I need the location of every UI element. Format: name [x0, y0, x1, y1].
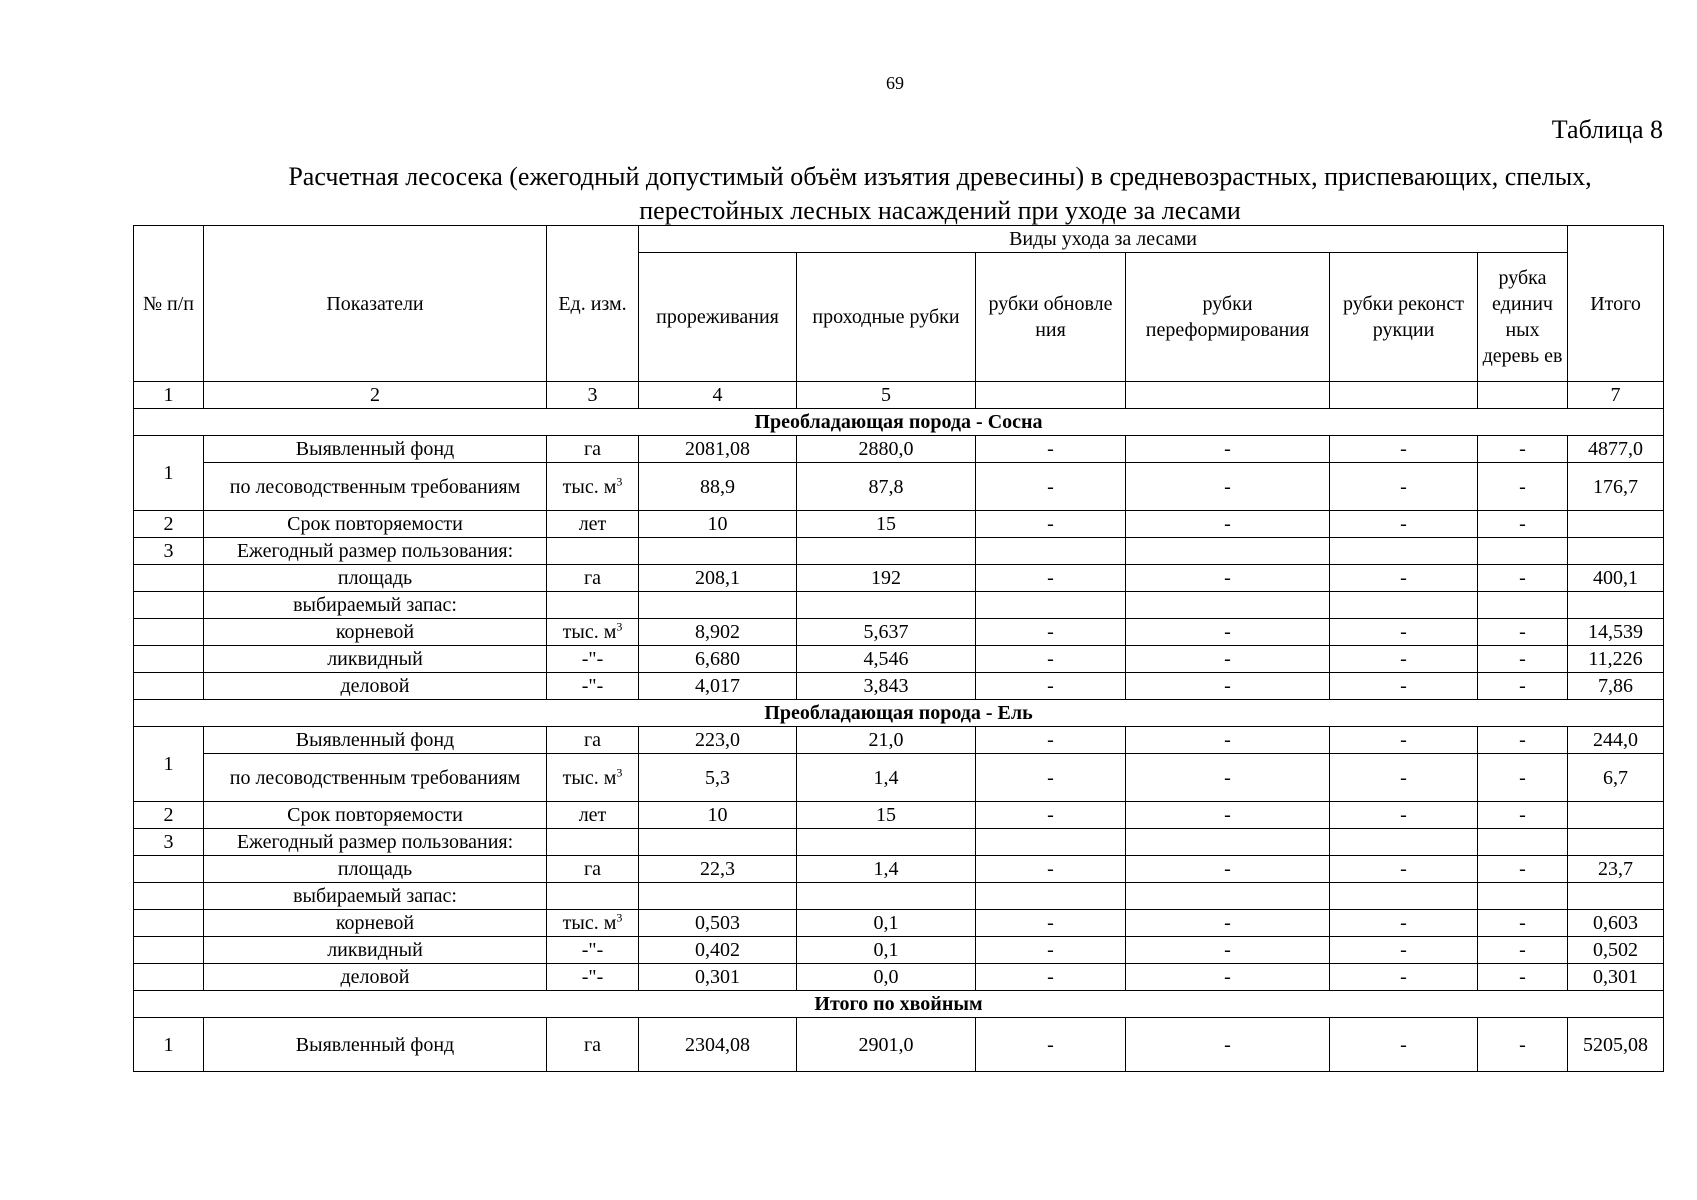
row-number: 2 [134, 802, 204, 829]
value-cell: - [1330, 910, 1478, 937]
unit-text: га [583, 858, 602, 880]
row-unit [547, 511, 639, 538]
value-cell [976, 538, 1126, 565]
row-unit [547, 754, 639, 802]
unit-text: -"- [581, 939, 604, 961]
total-cell: 23,7 [1568, 856, 1664, 883]
value-cell: - [1330, 463, 1478, 511]
row-label: по лесоводственным требованиям [204, 463, 547, 511]
value-cell: - [1330, 937, 1478, 964]
table-row [134, 463, 1664, 511]
row-label: выбираемый запас: [204, 592, 547, 619]
table-row [134, 619, 1664, 646]
value-cell: - [1126, 673, 1330, 700]
section-title: Преобладающая порода - Ель [134, 700, 1664, 727]
cubic-superscript: 3 [616, 764, 623, 779]
value-cell: 4,546 [797, 646, 976, 673]
value-cell: - [1330, 1018, 1478, 1072]
value-cell [1330, 829, 1478, 856]
value-cell: - [976, 646, 1126, 673]
value-cell: - [1126, 1018, 1330, 1072]
header-col-renewal-cuts: рубки обновле ния [976, 253, 1126, 382]
header-indicators: Показатели [204, 226, 547, 382]
value-cell: - [1330, 856, 1478, 883]
value-cell [1478, 538, 1568, 565]
table-title: Расчетная лесосека (ежегодный допустимый объём изъятия древесины) в средневозрастных, приспевающих, спелых, перестойных лесных насаждений при уходе за лесами [288, 162, 1592, 225]
row-unit [547, 883, 639, 910]
value-cell: 8,902 [639, 619, 797, 646]
value-cell [1126, 829, 1330, 856]
value-cell: 10 [639, 511, 797, 538]
value-cell: 223,0 [639, 727, 797, 754]
col-number: 1 [134, 382, 204, 409]
value-cell: - [1478, 673, 1568, 700]
table-row [134, 1018, 1664, 1072]
row-number [134, 937, 204, 964]
value-cell: 2304,08 [639, 1018, 797, 1072]
row-number: 3 [134, 829, 204, 856]
value-cell: - [1478, 619, 1568, 646]
row-number [134, 883, 204, 910]
total-cell: 6,7 [1568, 754, 1664, 802]
value-cell: - [1478, 646, 1568, 673]
value-cell [976, 883, 1126, 910]
value-cell: - [1126, 511, 1330, 538]
value-cell: - [1478, 937, 1568, 964]
table-row [134, 910, 1664, 937]
header-col-single-tree-cuts: рубка единич ных деревь ев [1478, 253, 1568, 382]
total-cell: 400,1 [1568, 565, 1664, 592]
col-number: 4 [639, 382, 797, 409]
row-number: 1 [134, 1018, 204, 1072]
header-col-thinning: прореживания [639, 253, 797, 382]
unit-text: га [583, 1033, 602, 1056]
value-cell: - [1330, 754, 1478, 802]
row-unit [547, 619, 639, 646]
value-cell: 1,4 [797, 754, 976, 802]
unit-text: -"- [581, 966, 604, 988]
section-header-row [134, 700, 1664, 727]
total-cell [1568, 538, 1664, 565]
value-cell: - [1330, 565, 1478, 592]
row-unit [547, 937, 639, 964]
data-table [133, 225, 1664, 1072]
value-cell [639, 538, 797, 565]
value-cell: - [1126, 646, 1330, 673]
row-label: корневой [204, 910, 547, 937]
value-cell [797, 592, 976, 619]
row-number [134, 646, 204, 673]
total-cell: 244,0 [1568, 727, 1664, 754]
row-unit [547, 802, 639, 829]
value-cell: - [976, 436, 1126, 463]
unit-text: -"- [581, 648, 604, 670]
value-cell: - [1478, 1018, 1568, 1072]
row-number [134, 964, 204, 991]
table-row [134, 937, 1664, 964]
col-number [1126, 382, 1330, 409]
value-cell: - [1478, 436, 1568, 463]
value-cell: - [1330, 619, 1478, 646]
row-unit [547, 646, 639, 673]
row-label: ликвидный [204, 646, 547, 673]
value-cell: 0,301 [639, 964, 797, 991]
row-number [134, 592, 204, 619]
value-cell: - [1478, 511, 1568, 538]
row-unit [547, 463, 639, 511]
value-cell [1330, 538, 1478, 565]
table-label: Таблица 8 [1551, 115, 1663, 144]
value-cell: - [1330, 727, 1478, 754]
value-cell: - [1126, 856, 1330, 883]
unit-text: тыс. м [562, 912, 617, 934]
total-cell: 4877,0 [1568, 436, 1664, 463]
total-cell: 0,301 [1568, 964, 1664, 991]
total-cell [1568, 802, 1664, 829]
value-cell: - [1478, 727, 1568, 754]
total-cell: 7,86 [1568, 673, 1664, 700]
unit-text: тыс. м [562, 475, 617, 498]
value-cell: - [976, 463, 1126, 511]
value-cell: - [1330, 436, 1478, 463]
table-row [134, 592, 1664, 619]
value-cell [1126, 538, 1330, 565]
row-label: Срок повторяемости [204, 511, 547, 538]
value-cell [976, 829, 1126, 856]
row-label: Срок повторяемости [204, 802, 547, 829]
row-unit [547, 910, 639, 937]
unit-text: га [583, 567, 602, 589]
total-cell [1568, 592, 1664, 619]
value-cell [797, 829, 976, 856]
value-cell: 2901,0 [797, 1018, 976, 1072]
row-label: по лесоводственным требованиям [204, 754, 547, 802]
unit-text: -"- [581, 675, 604, 697]
value-cell: 15 [797, 802, 976, 829]
value-cell: 6,680 [639, 646, 797, 673]
unit-text: тыс. м [562, 766, 617, 789]
value-cell: 15 [797, 511, 976, 538]
value-cell: 2880,0 [797, 436, 976, 463]
value-cell: 4,017 [639, 673, 797, 700]
row-unit [547, 829, 639, 856]
value-cell: - [1478, 802, 1568, 829]
value-cell [639, 883, 797, 910]
table-row [134, 883, 1664, 910]
value-cell: - [976, 964, 1126, 991]
value-cell [1478, 829, 1568, 856]
table-row [134, 673, 1664, 700]
value-cell: - [976, 937, 1126, 964]
table-row [134, 565, 1664, 592]
value-cell: 87,8 [797, 463, 976, 511]
row-label: выбираемый запас: [204, 883, 547, 910]
table-row [134, 856, 1664, 883]
value-cell: 0,503 [639, 910, 797, 937]
value-cell: 0,402 [639, 937, 797, 964]
total-cell: 5205,08 [1568, 1018, 1664, 1072]
value-cell: - [1126, 436, 1330, 463]
value-cell: - [976, 802, 1126, 829]
row-unit [547, 1018, 639, 1072]
value-cell: - [1126, 727, 1330, 754]
total-cell: 176,7 [1568, 463, 1664, 511]
row-label: корневой [204, 619, 547, 646]
row-label: Выявленный фонд [204, 1018, 547, 1072]
value-cell: - [1126, 463, 1330, 511]
unit-text: га [583, 438, 602, 460]
value-cell: 0,0 [797, 964, 976, 991]
value-cell: - [1126, 937, 1330, 964]
header-col-reconstruction-cuts: рубки реконст рукции [1330, 253, 1478, 382]
value-cell: 21,0 [797, 727, 976, 754]
row-unit [547, 565, 639, 592]
row-number [134, 565, 204, 592]
value-cell: - [1126, 964, 1330, 991]
table-row [134, 829, 1664, 856]
value-cell [1478, 883, 1568, 910]
table-row [134, 511, 1664, 538]
value-cell: - [976, 727, 1126, 754]
unit-text: лет [578, 513, 607, 535]
header-num: № п/п [134, 226, 204, 382]
row-label: Ежегодный размер пользования: [204, 829, 547, 856]
col-number: 2 [204, 382, 547, 409]
table-row [134, 538, 1664, 565]
row-label: Выявленный фонд [204, 727, 547, 754]
value-cell: - [976, 511, 1126, 538]
value-cell: - [1330, 802, 1478, 829]
row-number [134, 619, 204, 646]
value-cell: 1,4 [797, 856, 976, 883]
value-cell: 5,3 [639, 754, 797, 802]
value-cell [1330, 883, 1478, 910]
row-unit [547, 964, 639, 991]
table-row [134, 964, 1664, 991]
value-cell: 2081,08 [639, 436, 797, 463]
header-total: Итого [1568, 226, 1664, 382]
row-number: 2 [134, 511, 204, 538]
value-cell: - [976, 1018, 1126, 1072]
value-cell: - [1126, 802, 1330, 829]
value-cell: 0,1 [797, 937, 976, 964]
row-number [134, 673, 204, 700]
cubic-superscript: 3 [616, 619, 623, 634]
value-cell: - [1126, 754, 1330, 802]
value-cell: - [1330, 673, 1478, 700]
value-cell: 10 [639, 802, 797, 829]
header-unit: Ед. изм. [547, 226, 639, 382]
table-row [134, 727, 1664, 754]
total-cell [1568, 829, 1664, 856]
table-row [134, 646, 1664, 673]
value-cell: - [1126, 565, 1330, 592]
total-cell [1568, 511, 1664, 538]
row-number: 1 [134, 436, 204, 511]
value-cell: - [1126, 619, 1330, 646]
value-cell: 88,9 [639, 463, 797, 511]
row-number: 1 [134, 727, 204, 802]
row-unit [547, 727, 639, 754]
value-cell: 3,843 [797, 673, 976, 700]
total-cell: 0,603 [1568, 910, 1664, 937]
value-cell: - [1330, 646, 1478, 673]
value-cell: 192 [797, 565, 976, 592]
value-cell: - [1478, 463, 1568, 511]
col-number: 3 [547, 382, 639, 409]
col-number [1330, 382, 1478, 409]
row-unit [547, 673, 639, 700]
row-number [134, 856, 204, 883]
value-cell: - [1478, 856, 1568, 883]
value-cell: - [1478, 910, 1568, 937]
row-label: площадь [204, 565, 547, 592]
row-unit [547, 856, 639, 883]
header-row [134, 226, 1664, 253]
row-label: Ежегодный размер пользования: [204, 538, 547, 565]
row-label: деловой [204, 673, 547, 700]
col-number [1478, 382, 1568, 409]
table-row [134, 802, 1664, 829]
value-cell: 208,1 [639, 565, 797, 592]
column-numbering-row [134, 382, 1664, 409]
value-cell: - [976, 754, 1126, 802]
value-cell: - [976, 856, 1126, 883]
value-cell: - [1126, 910, 1330, 937]
value-cell: - [1330, 964, 1478, 991]
value-cell: 5,637 [797, 619, 976, 646]
value-cell [1126, 592, 1330, 619]
row-label: ликвидный [204, 937, 547, 964]
row-unit [547, 538, 639, 565]
unit-text: лет [578, 804, 607, 826]
total-cell [1568, 883, 1664, 910]
value-cell [1330, 592, 1478, 619]
value-cell [797, 538, 976, 565]
value-cell [976, 592, 1126, 619]
total-cell: 0,502 [1568, 937, 1664, 964]
value-cell [797, 883, 976, 910]
value-cell: 0,1 [797, 910, 976, 937]
header-col-reformation-cuts: рубки переформирования [1126, 253, 1330, 382]
row-number: 3 [134, 538, 204, 565]
cubic-superscript: 3 [616, 473, 623, 488]
section-title: Итого по хвойным [134, 991, 1664, 1018]
value-cell: - [1478, 565, 1568, 592]
table-row [134, 754, 1664, 802]
value-cell: - [1478, 754, 1568, 802]
col-number: 5 [797, 382, 976, 409]
value-cell: - [976, 673, 1126, 700]
unit-text: тыс. м [562, 621, 617, 643]
section-header-row [134, 991, 1664, 1018]
header-col-passage-cuts: проходные рубки [797, 253, 976, 382]
row-label: деловой [204, 964, 547, 991]
table-row [134, 436, 1664, 463]
value-cell: - [1330, 511, 1478, 538]
total-cell: 14,539 [1568, 619, 1664, 646]
cubic-superscript: 3 [616, 910, 623, 925]
row-number [134, 910, 204, 937]
col-number [976, 382, 1126, 409]
value-cell [1126, 883, 1330, 910]
row-label: Выявленный фонд [204, 436, 547, 463]
row-unit [547, 592, 639, 619]
total-cell: 11,226 [1568, 646, 1664, 673]
value-cell: - [976, 565, 1126, 592]
value-cell [639, 829, 797, 856]
value-cell: - [1478, 964, 1568, 991]
header-care-types: Виды ухода за лесами [639, 226, 1568, 253]
value-cell: - [976, 910, 1126, 937]
page-number: 69 [886, 73, 904, 93]
section-title: Преобладающая порода - Сосна [134, 409, 1664, 436]
unit-text: га [583, 729, 602, 751]
value-cell: 22,3 [639, 856, 797, 883]
value-cell [639, 592, 797, 619]
col-number: 7 [1568, 382, 1664, 409]
section-header-row [134, 409, 1664, 436]
value-cell [1478, 592, 1568, 619]
row-label: площадь [204, 856, 547, 883]
row-unit [547, 436, 639, 463]
value-cell: - [976, 619, 1126, 646]
